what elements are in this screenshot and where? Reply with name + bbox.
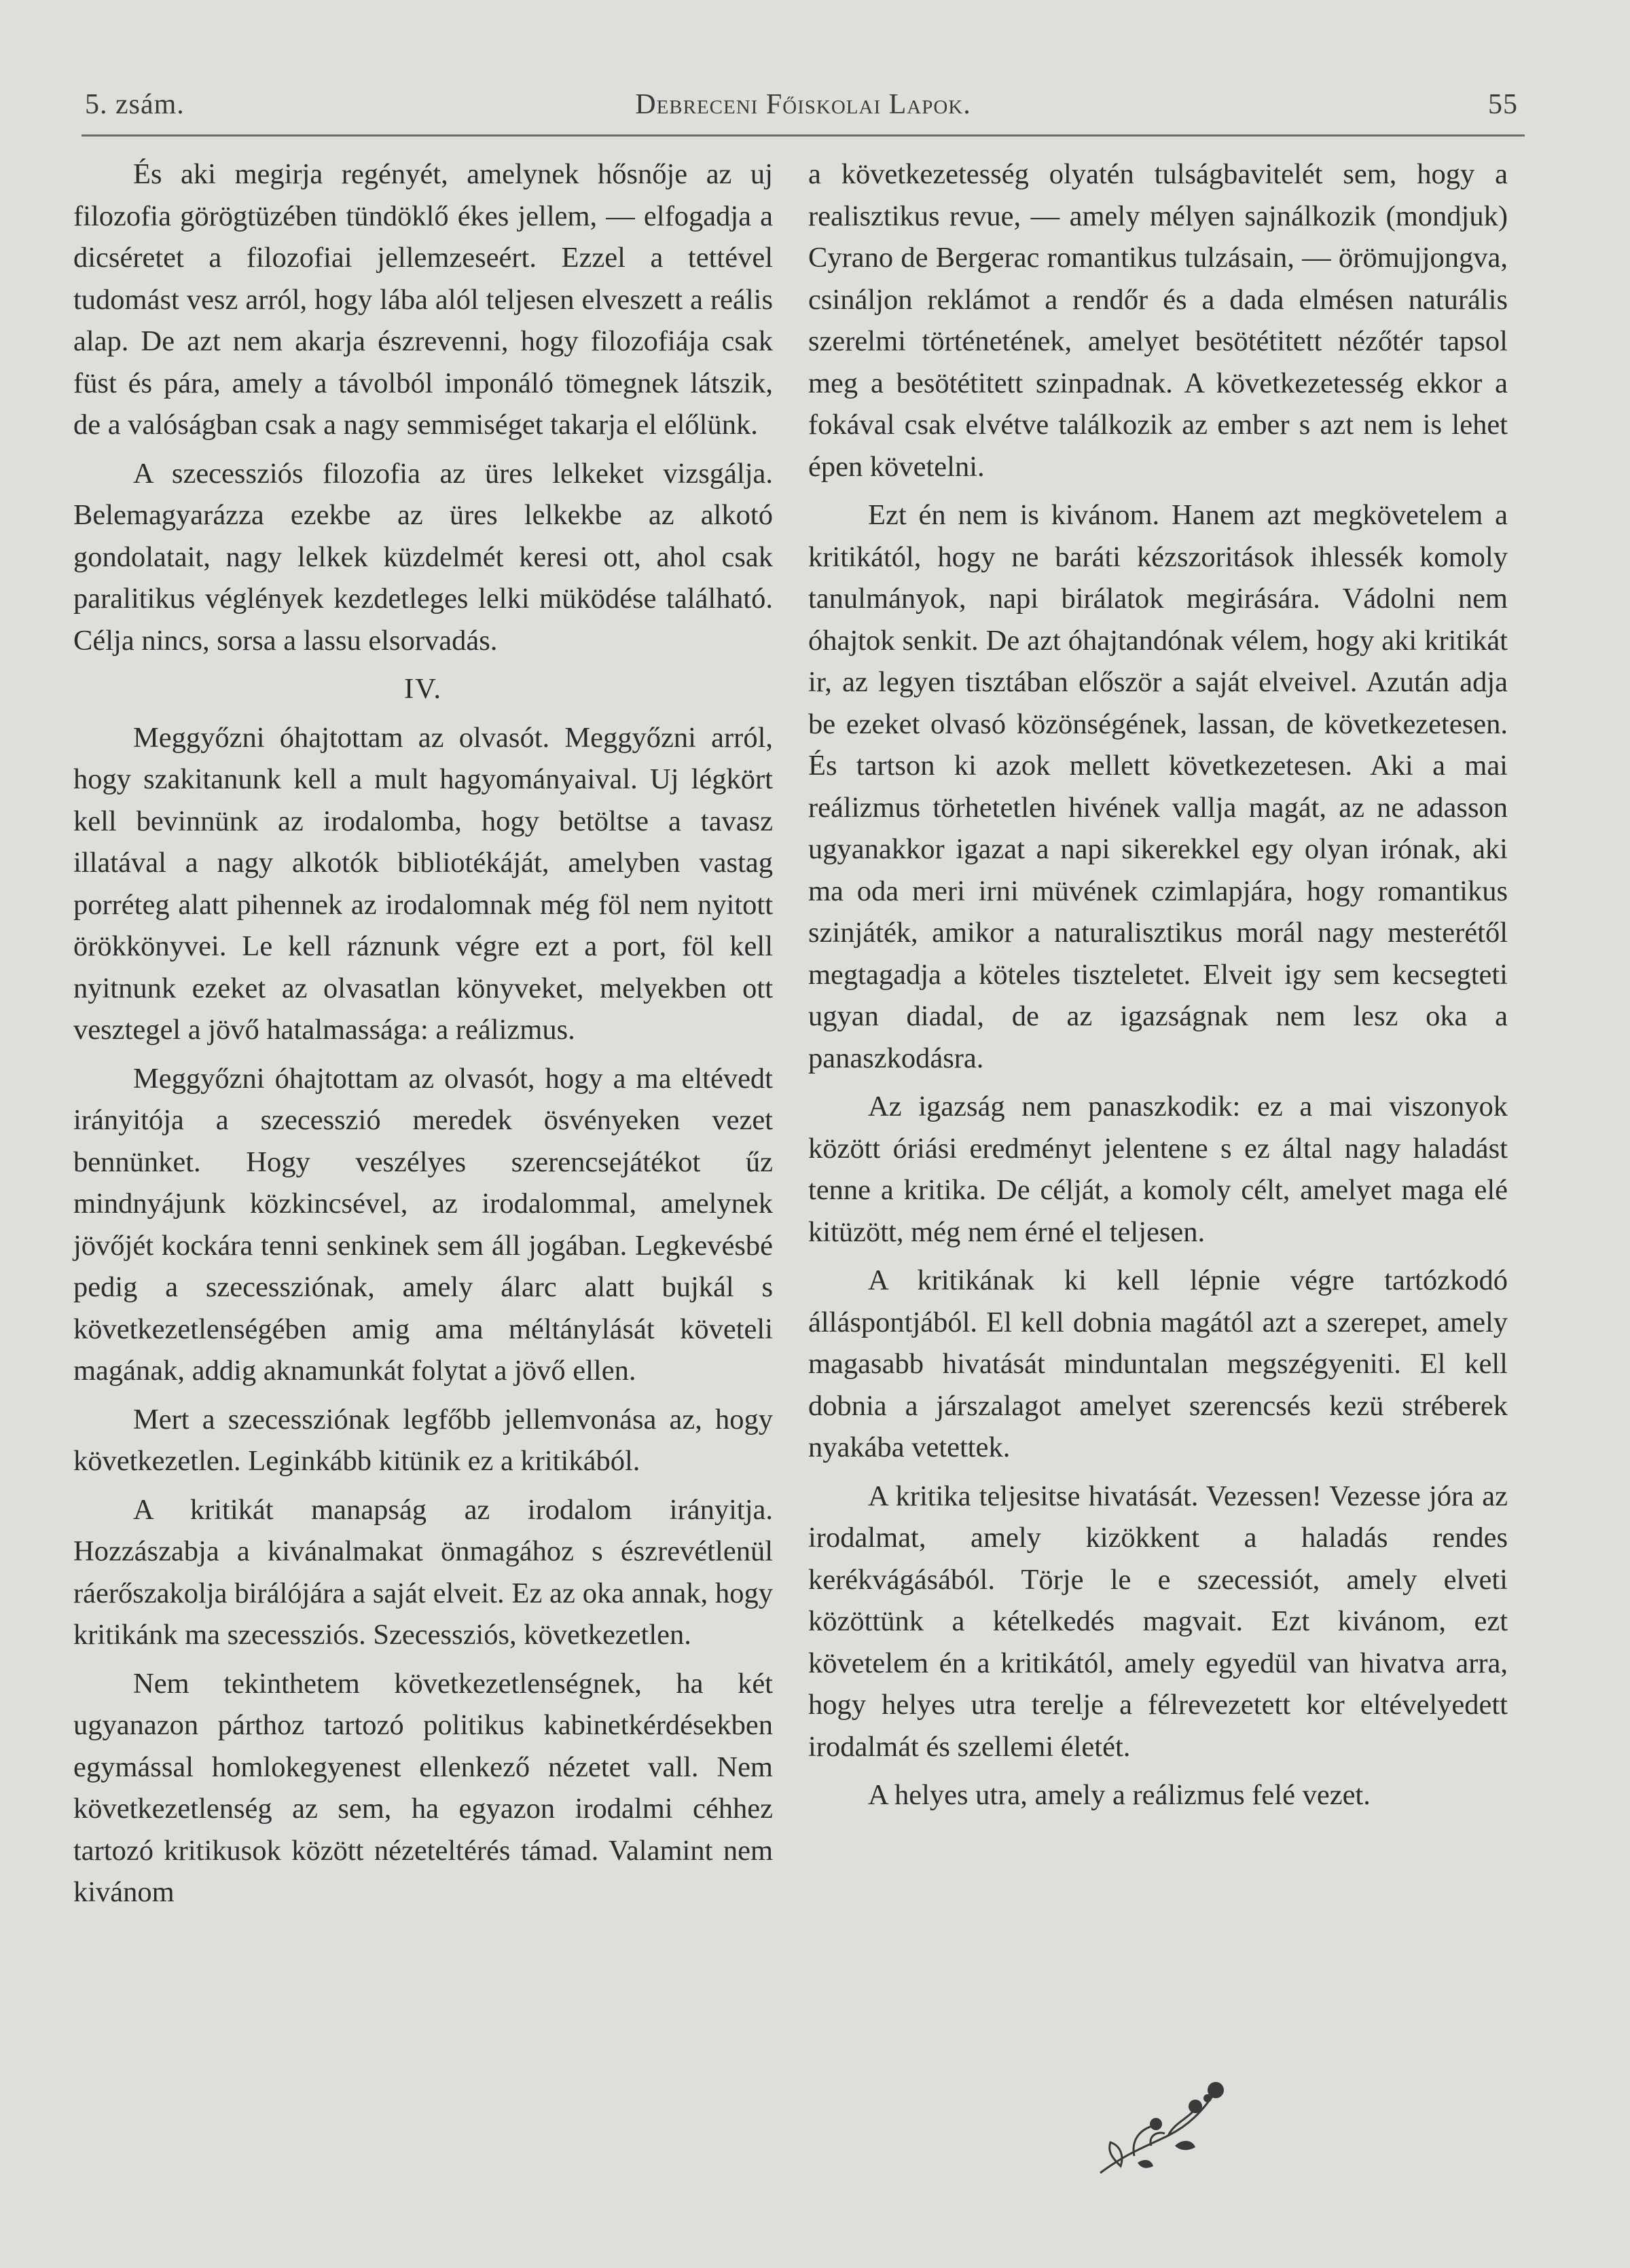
paragraph: A szecessziós filozofia az üres lelkeket vizsgálja. Belemagyarázza ezekbe az üres lelkekbe az alkotó gondolatait, nagy lelkek küzdelmét keresi ott, ahol csak paralitikus véglények kezdetleges lelki müködése található. Célja nincs, sorsa a lassu elsorvadás. — [73, 457, 773, 657]
paragraph: A kritikát manapság az irodalom irányitja. Hozzászabja a kivánalmakat önmagához s észrevétlenül ráerőszakolja birálójára a saját elveit. Ez az oka annak, hogy kritikánk ma szecessziós. Szecessziós, következetlen. — [73, 1493, 773, 1651]
paragraph: Meggyőzni óhajtottam az olvasót, hogy a ma eltévedt irányitója a szecesszió meredek ösvényeken vezet bennünket. Hogy veszélyes szerencsejátékot űz mindnyájunk közkincsével, az irodalommal, amelynek jövőjét kockára tenni senkinek sem áll jogában. Legkevésbé pedig a szecessziónak, amely álarc alatt bujkál s következetlenségében amig ama méltánylását követeli magának, addig aknamunkát folytat a jövő ellen. — [73, 1062, 773, 1387]
journal-title: Debreceni Főiskolai Lapok. — [635, 89, 971, 120]
paragraph: A kritikának ki kell lépnie végre tartózkodó álláspontjából. El kell dobnia magától azt a szerepet, amely magasabb hivatását minduntalan megszégyeniti. El kell dobnia a járszalagot amelyet szerencsés kezü stréberek nyakába vetettek. — [808, 1264, 1508, 1463]
header-rule — [82, 134, 1525, 136]
page-number: 55 — [1488, 89, 1518, 120]
floral-vignette-icon — [1093, 2071, 1236, 2180]
left-column — [73, 153, 773, 1920]
right-column — [808, 153, 1508, 1823]
paragraph: A kritika teljesitse hivatását. Vezessen! Vezesse jóra az irodalmat, amely kizökkent a haladás rendes kerékvágásából. Törje le e szecessiót, amely elveti közöttünk a kételkedés magvait. Ezt kivánom, ezt követelem én a kritikától, amely egyedül van hivatva arra, hogy helyes utra terelje a félrevezetett kor eltévelyedett irodalmát és szellemi életét. — [808, 1480, 1508, 1763]
paragraph: Ezt én nem is kivánom. Hanem azt megkövetelem a kritikától, hogy ne baráti kézszoritások ihlessék komoly tanulmányok, napi birálatok megirására. Vádolni nem óhajtok senkit. De azt óhajtandónak vélem, hogy aki kritikát ir, az legyen tisztában először a saját elveivel. Azután adja be ezeket olvasó közönségének, lassan, de következetesen. És tartson ki azok mellett következetesen. Aki a mai reálizmus törhetetlen hivének vallja magát, az ne adasson ugyanakkor igazat a napi sikerekkel egy olyan irónak, aki ma oda meri irni müvének czimlapjára, hogy romantikus szinjáték, amikor a naturalisztikus morál nagy mesterétől megtagadja a köteles tiszteletet. Elveit igy sem kecsegteti ugyan diadal, de az igazságnak nem lesz oka a panaszkodásra. — [808, 499, 1508, 1074]
section-heading: IV. — [404, 673, 442, 705]
paragraph: Nem tekinthetem következetlenségnek, ha két ugyanazon párthoz tartozó politikus kabinetkérdésekben egymással homlokegyenest ellenkező nézetet vall. Nem következetlenség az sem, ha egyazon irodalmi céhhez tartozó kritikusok között nézeteltérés támad. Valamint nem kivánom — [73, 1667, 773, 1908]
paragraph: A helyes utra, amely a reálizmus felé vezet. — [868, 1779, 1371, 1811]
issue-number: 5. zsám. — [85, 89, 185, 120]
paragraph: Az igazság nem panaszkodik: ez a mai viszonyok között óriási eredményt jelentene s ez által nagy haladást tenne a kritika. De célját, a komoly célt, amelyet maga elé kitüzött, még nem érné el teljesen. — [808, 1091, 1508, 1248]
paragraph: a következetesség olyatén tulságbavitelét sem, hogy a realisztikus revue, — amely mélyen sajnálkozik (mondjuk) Cyrano de Bergerac romantikus tulzásain, — örömujjongva, csináljon reklámot a rendőr és a dada elmésen naturális szerelmi történetének, amelyet besötétitett nézőtér tapsol meg a besötétitett szinpadnak. A következetesség ekkor a fokával csak elvétve találkozik az ember s azt nem is lehet épen követelni. — [808, 158, 1508, 483]
paragraph: És aki megirja regényét, amelynek hősnője az uj filozofia görögtüzében tündöklő ékes jellem, — elfogadja a dicséretet a filozofiai jellemzeseért. Ezzel a tettével tudomást vesz arról, hogy lába alól teljesen elveszett a reális alap. De azt nem akarja észrevenni, hogy filozofiája csak füst és pára, amely a távolból imponáló tömegnek látszik, de a valóságban csak a nagy semmiséget takarja el előlünk. — [73, 158, 773, 441]
paragraph: Mert a szecessziónak legfőbb jellemvonása az, hogy következetlen. Leginkább kitünik ez a kritikából. — [73, 1403, 773, 1477]
running-header — [82, 88, 1525, 136]
paragraph: Meggyőzni óhajtottam az olvasót. Meggyőzni arról, hogy szakitanunk kell a mult hagyományaival. Uj légkört kell bevinnünk az irodalomba, hogy betöltse a tavasz illatával a nagy alkotók bibliotékáját, amelyben vastag porréteg alatt pihennek az irodalomnak még föl nem nyitott örökkönyvei. Le kell ráznunk végre ezt a port, föl kell nyitnunk ezeket az olvasatlan könyveket, melyekben ott vesztegel a jövő hatalmassága: a reálizmus. — [73, 721, 773, 1046]
